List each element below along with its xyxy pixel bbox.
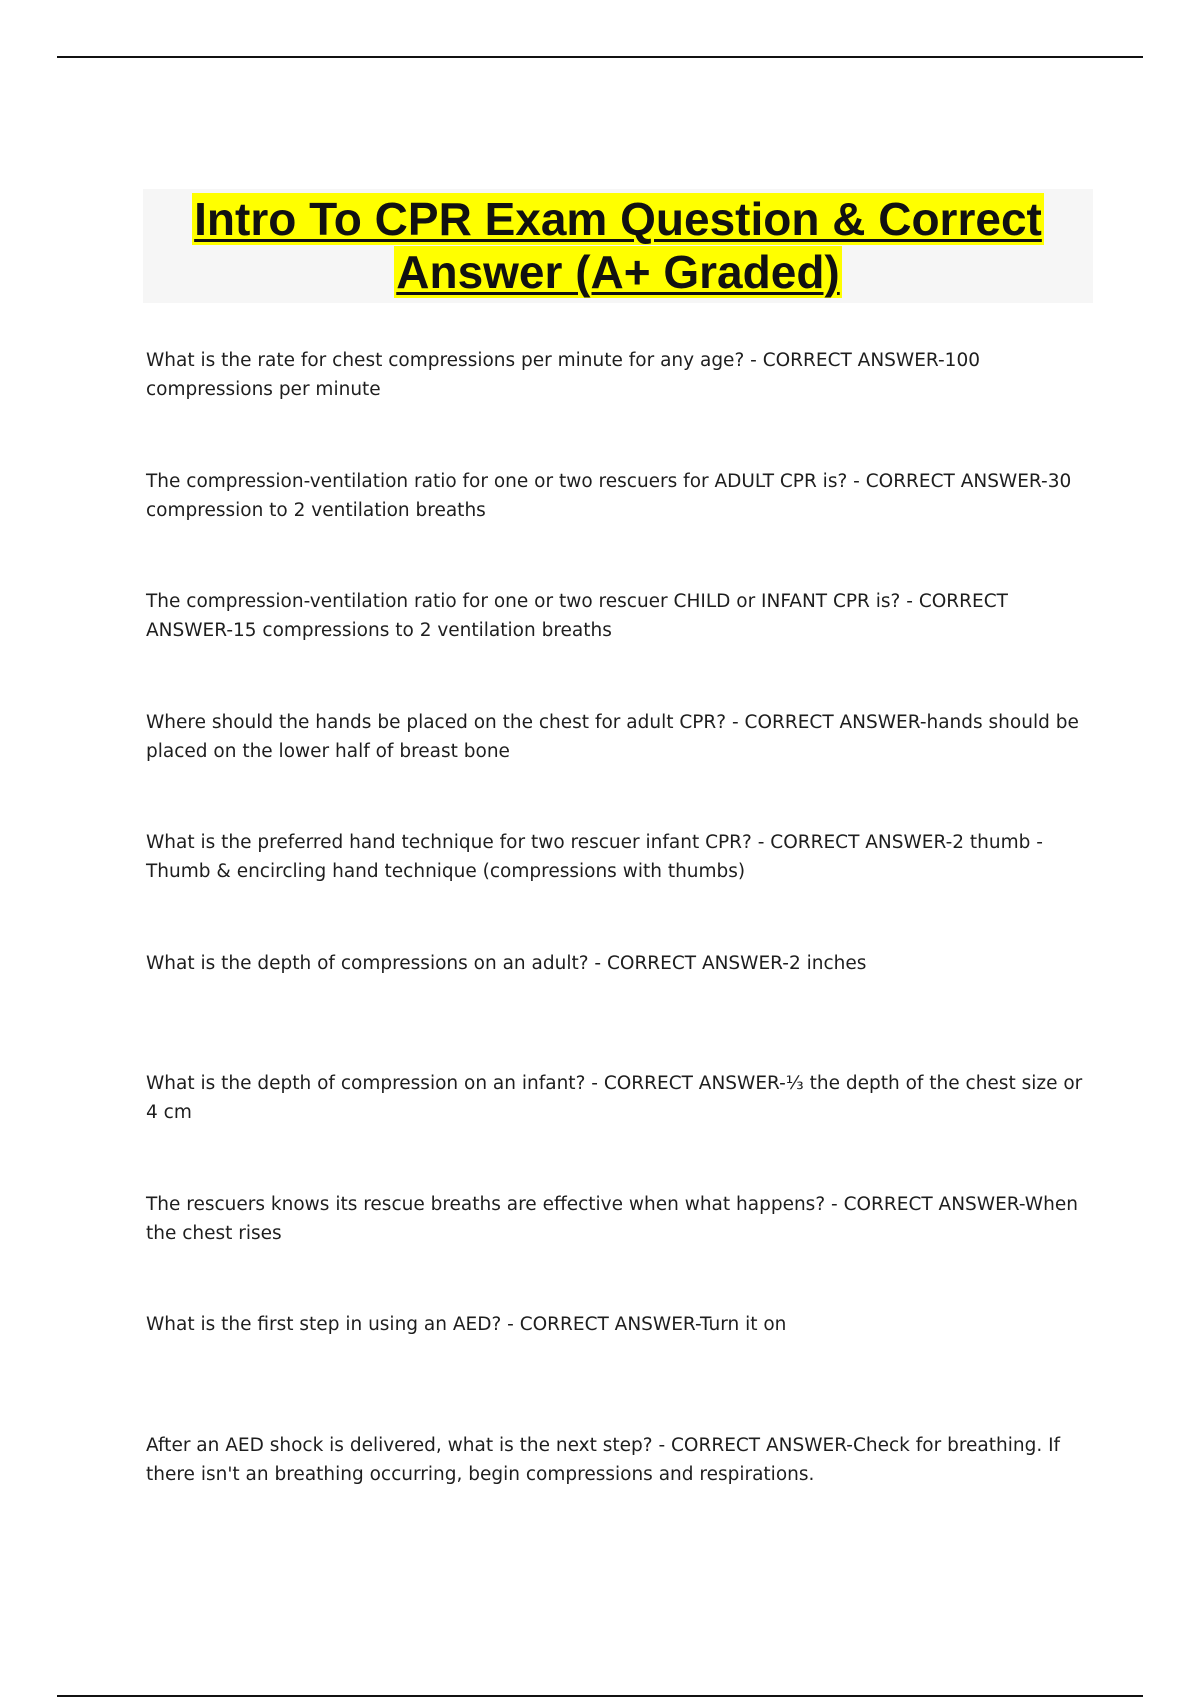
qa-list (146, 346, 1096, 1551)
title-block (143, 189, 1093, 303)
footer-rule (57, 1695, 1143, 1697)
qa-item: The compression-ventilation ratio for one or two rescuers for ADULT CPR is? - CORRECT ANSWER-30 compression to 2 ventilation breaths (146, 470, 1072, 521)
header-rule (57, 56, 1143, 58)
qa-item: The compression-ventilation ratio for one or two rescuer CHILD or INFANT CPR is? - CORRECT ANSWER-15 compressions to 2 ventilation breaths (146, 591, 1008, 641)
qa-item: What is the depth of compression on an infant? - CORRECT ANSWER-⅓ the depth of the chest size or 4 cm (146, 1073, 1083, 1123)
qa-item: What is the first step in using an AED? - CORRECT ANSWER-Turn it on (146, 1314, 787, 1335)
title-line-2: Answer (A+ Graded) (396, 246, 840, 298)
qa-item: Where should the hands be placed on the chest for adult CPR? - CORRECT ANSWER-hands should be placed on the lower half of breast bone (146, 711, 1079, 762)
title-line-1: Intro To CPR Exam Question & Correct (194, 193, 1042, 245)
qa-item: After an AED shock is delivered, what is the next step? - CORRECT ANSWER-Check for breathing. If there isn't an breathing occurring, begin compressions and respirations. (146, 1434, 1061, 1485)
qa-item: What is the depth of compressions on an adult? - CORRECT ANSWER-2 inches (146, 952, 867, 974)
document-title (143, 189, 1093, 299)
qa-item: What is the rate for chest compressions per minute for any age? - CORRECT ANSWER-100 compressions per minute (146, 350, 980, 400)
qa-item: What is the preferred hand technique for two rescuer infant CPR? - CORRECT ANSWER-2 thumb - Thumb & encircling hand technique (compressions with thumbs) (146, 832, 1043, 882)
qa-item: The rescuers knows its rescue breaths are effective when what happens? - CORRECT ANSWER-When the chest rises (146, 1193, 1078, 1244)
